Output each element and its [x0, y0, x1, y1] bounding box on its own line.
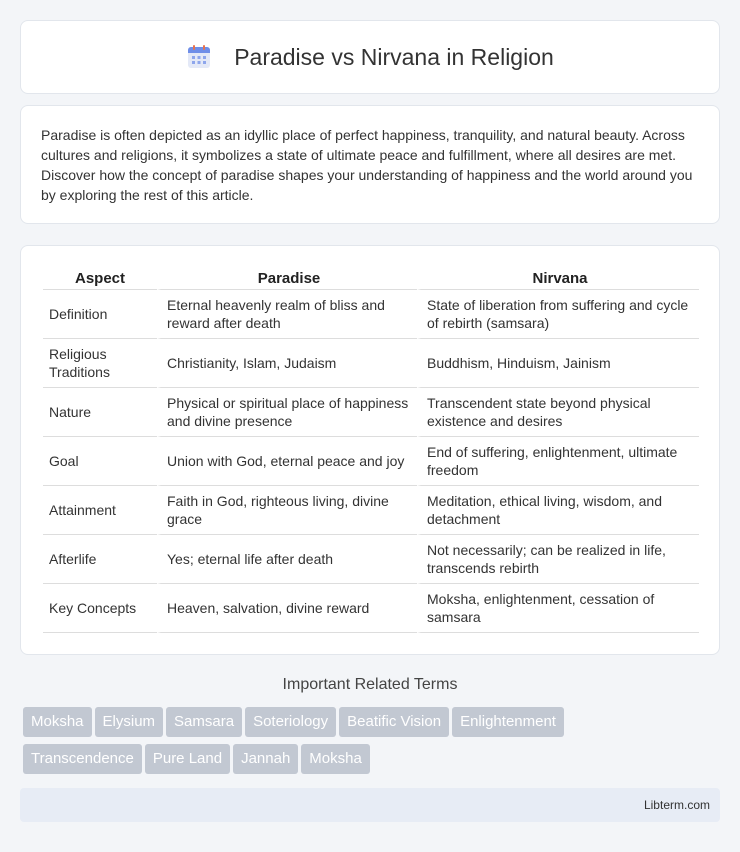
- cell-nirvana: State of liberation from suffering and cycle of rebirth (samsara): [417, 290, 699, 339]
- cell-nirvana: Not necessarily; can be realized in life, transcends rebirth: [417, 535, 699, 584]
- intro-text: Paradise is often depicted as an idyllic place of perfect happiness, tranquility, and natural beauty. Across cultures and religions, it symbolizes a state of ultimate peace and fulfillment, where all desires are met. Discover how the concept of paradise shapes your understanding of happiness and the world around you by exploring the rest of this article.: [41, 127, 693, 203]
- related-tags: [23, 707, 723, 781]
- footer-site-link[interactable]: Libterm.com: [643, 798, 710, 812]
- cell-nirvana: Moksha, enlightenment, cessation of samsara: [417, 584, 699, 633]
- tag-transcendence[interactable]: Transcendence: [23, 744, 142, 774]
- tag-moksha[interactable]: Moksha: [23, 707, 92, 737]
- table-row: [43, 486, 699, 535]
- cell-nirvana: Transcendent state beyond physical existence and desires: [417, 388, 699, 437]
- tag-jannah[interactable]: Jannah: [233, 744, 298, 774]
- cell-paradise: Yes; eternal life after death: [157, 535, 417, 584]
- table-row: [43, 437, 699, 486]
- comparison-table: [43, 264, 699, 633]
- table-row: [43, 290, 699, 339]
- table-row: [43, 584, 699, 633]
- cell-aspect: Key Concepts: [43, 584, 157, 633]
- table-header-row: [43, 264, 699, 290]
- tag-beatific-vision[interactable]: Beatific Vision: [339, 707, 449, 737]
- table-row: [43, 535, 699, 584]
- cell-aspect: Afterlife: [43, 535, 157, 584]
- cell-aspect: Nature: [43, 388, 157, 437]
- header-aspect: Aspect: [43, 264, 157, 290]
- page-title: Paradise vs Nirvana in Religion: [234, 43, 554, 70]
- cell-nirvana: Meditation, ethical living, wisdom, and detachment: [417, 486, 699, 535]
- cell-paradise: Physical or spiritual place of happiness and divine presence: [157, 388, 417, 437]
- header-paradise: Paradise: [157, 264, 417, 290]
- table-row: [43, 339, 699, 388]
- cell-aspect: Religious Traditions: [43, 339, 157, 388]
- header-nirvana: Nirvana: [417, 264, 699, 290]
- tag-samsara[interactable]: Samsara: [166, 707, 242, 737]
- calendar-icon: [186, 44, 212, 70]
- cell-nirvana: End of suffering, enlightenment, ultimate freedom: [417, 437, 699, 486]
- comparison-table-card: [20, 245, 720, 655]
- cell-aspect: Definition: [43, 290, 157, 339]
- cell-paradise: Heaven, salvation, divine reward: [157, 584, 417, 633]
- table-row: [43, 388, 699, 437]
- tag-enlightenment[interactable]: Enlightenment: [452, 707, 564, 737]
- cell-paradise: Christianity, Islam, Judaism: [157, 339, 417, 388]
- cell-aspect: Goal: [43, 437, 157, 486]
- related-terms-title: Important Related Terms: [282, 676, 458, 693]
- intro-card: [20, 105, 720, 224]
- title-card: [20, 20, 720, 94]
- tag-elysium[interactable]: Elysium: [95, 707, 164, 737]
- cell-nirvana: Buddhism, Hinduism, Jainism: [417, 339, 699, 388]
- tag-pure-land[interactable]: Pure Land: [145, 744, 230, 774]
- tag-moksha-2[interactable]: Moksha: [301, 744, 370, 774]
- tag-soteriology[interactable]: Soteriology: [245, 707, 336, 737]
- footer: [20, 788, 720, 822]
- cell-paradise: Faith in God, righteous living, divine grace: [157, 486, 417, 535]
- cell-aspect: Attainment: [43, 486, 157, 535]
- cell-paradise: Union with God, eternal peace and joy: [157, 437, 417, 486]
- cell-paradise: Eternal heavenly realm of bliss and reward after death: [157, 290, 417, 339]
